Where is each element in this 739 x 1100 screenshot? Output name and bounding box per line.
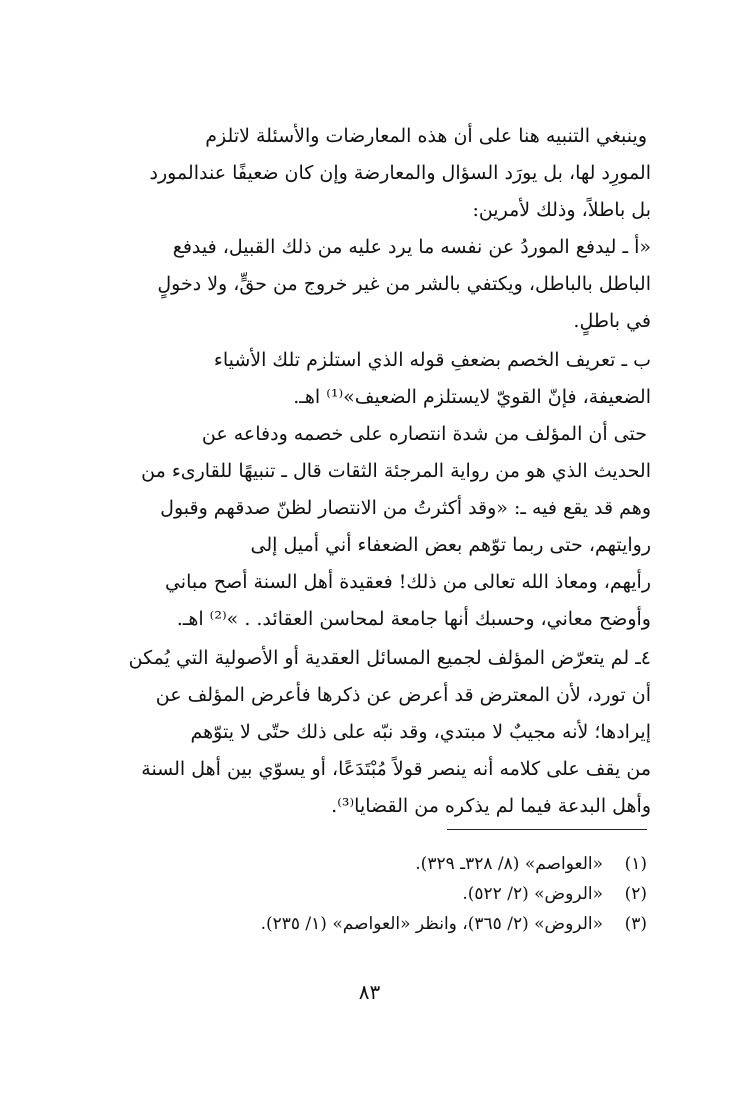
text-line: الباطل بالباطل، ويكتفي بالشر من غير خروج من حقٍّ، ولا دخولٍ [157,273,651,295]
footnote-divider [447,829,647,830]
text-line: روايتهم، حتى ربما توّهم بعض الضعفاء أني أميل إلى [250,534,651,556]
footnote-text: «العواصم» (٨/ ٣٢٨ـ ٣٢٩). [415,854,603,874]
text-line: من يقف على كلامه أنه ينصر قولاً مُبْتَدَعًا، أو يسوّي بين أهل السنة [141,758,651,780]
text-line: بل باطلاً، وذلك لأمرين: [472,199,651,221]
text-line: وينبغي التنبيه هنا على أن هذه المعارضات والأسئلة لاتلزم [205,125,647,147]
footnote-text: «الروض» (٢/ ٥٢٢). [462,884,603,904]
footnote-number: (١) [624,854,647,874]
text-line: رأيهم، ومعاذ الله تعالى من ذلك! فعقيدة أهل السنة أصح مباني [164,571,651,593]
footnote [261,912,647,936]
footnote-number: (٣) [624,914,647,934]
text-line: في باطلٍ. [573,310,651,332]
text-line: ب ـ تعريف الخصم بضعفِ قوله الذي استلزم تلك الأشياء [213,349,651,371]
text-line: وهم قد يقع فيه ـ: «وقد أكثرتُ من الانتصار لظنّ صدقهم وقبول [160,497,651,519]
text-line: ٤ـ لم يتعرّض المؤلف لجميع المسائل العقدية أو الأصولية التي يُمكن [128,647,651,669]
text-line: وأهل البدعة فيما لم يذكره من القضايا⁽³⁾. [331,795,651,817]
text-line: الحديث الذي هو من رواية المرجئة الثقات قال ـ تنبيهًا للقارىء من [141,460,651,482]
text-line: الضعيفة، فإنّ القويّ لايستلزم الضعيف»⁽¹⁾ اهـ. [293,386,651,408]
footnote-text: «الروض» (٢/ ٣٦٥)، وانظر «العواصم» (١/ ٢٣٥). [260,914,603,934]
text-line: المورِد لها، بل يورَد السؤال والمعارضة وإن كان ضعيفًا عندالمورد [149,162,651,184]
text-line: إيرادها؛ لأنه مجيبٌ لا مبتدي، وقد نبّه على ذلك حتّى لا يتوّهم [190,721,651,743]
text-line: أن تورد، لأن المعترض قد أعرض عن ذكرها فأعرض المؤلف عن [155,684,651,706]
footnote [462,882,647,906]
text-line: وأوضح معاني، وحسبك أنها جامعة لمحاسن العقائد. . »⁽²⁾ اهـ. [176,608,651,630]
footnote [415,852,647,876]
footnote-number: (٢) [624,884,647,904]
text-line: «أ ـ ليدفع الموردُ عن نفسه ما يرد عليه من ذلك القبيل، فيدفع [172,236,651,258]
text-line: حتى أن المؤلف من شدة انتصاره على خصمه ودفاعه عن [201,423,647,445]
page-number: ٨٣ [358,980,381,1004]
